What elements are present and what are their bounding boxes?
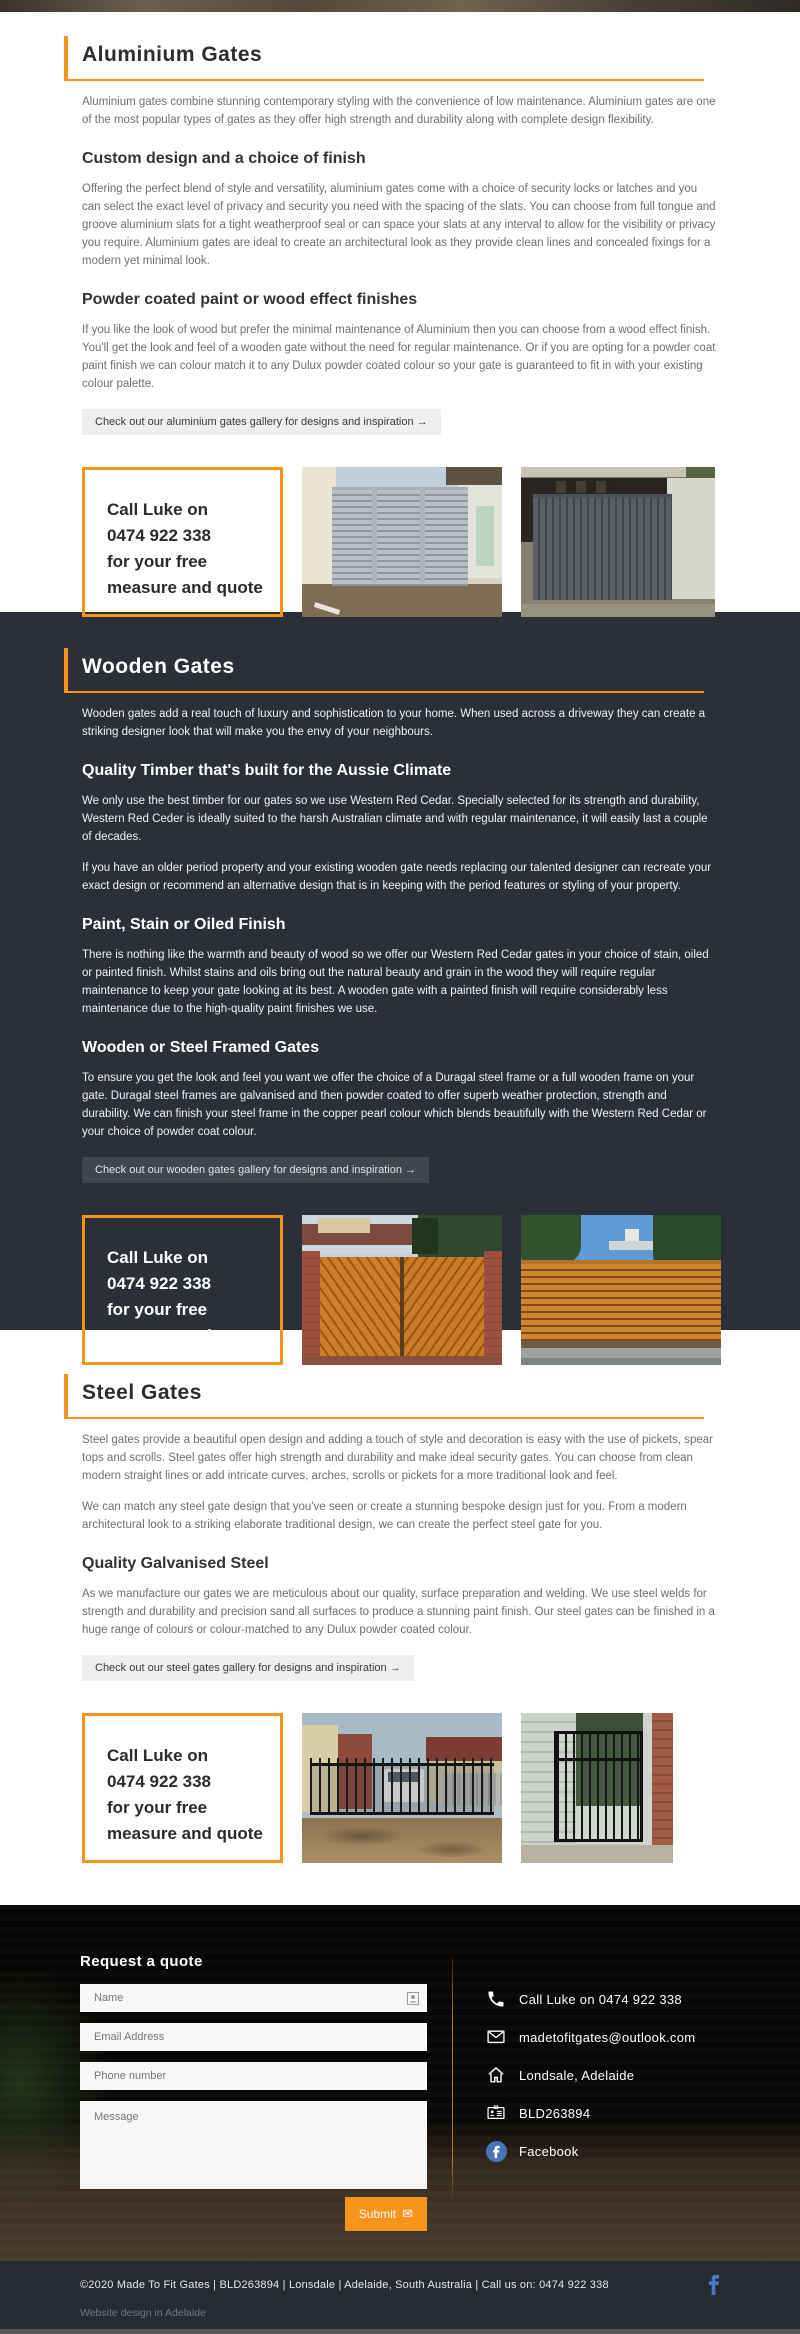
photo-fragment <box>446 467 502 485</box>
paragraph: We can match any steel gate design that you've seen or create a stunning bespoke design just for you. From a modern architectural look to a striking elaborate traditional design, we can create the perfect steel gate for you. <box>82 1501 687 1531</box>
photo-fragment <box>372 487 377 583</box>
photo-fragment <box>554 1758 642 1761</box>
photo-fragment <box>314 602 340 615</box>
phone-icon <box>486 1989 506 2009</box>
call-cta-box <box>82 1215 283 1365</box>
cta-phone-number: 0474 922 338 <box>107 526 211 545</box>
steel-gate-photo-1 <box>302 1713 502 1863</box>
subheading-galvanised-steel: Quality Galvanised Steel <box>82 1555 269 1572</box>
cta-phone-number: 0474 922 338 <box>107 1274 211 1293</box>
contact-facebook-label: Facebook <box>519 2143 579 2159</box>
steel-gallery-button[interactable]: Check out our steel gates gallery for designs and inspiration → <box>82 1655 414 1681</box>
section-body <box>82 1431 718 1863</box>
phone-input[interactable] <box>80 2062 427 2090</box>
request-quote-heading: Request a quote <box>80 1953 203 1970</box>
wooden-gate-photo-1 <box>302 1215 502 1365</box>
subheading-framed-gates: Wooden or Steel Framed Gates <box>82 1039 320 1056</box>
wooden-gate-photo-2 <box>521 1215 721 1365</box>
id-card-icon <box>486 2103 506 2123</box>
paragraph: Offering the perfect blend of style and versatility, aluminium gates come with a choice of security locks or latches and you can select the exact level of privacy and security you need with the spacing of the slats. You can choose from full tongue and groove aluminium slats for a tight weatherproof seal or can space your slats at any interval to allow for the visibility or privacy you require. Aluminium gates are ideal to create an architectural look as they provide clean lines and concealed fixings for a modern yet minimal look. <box>82 183 716 267</box>
photo-fragment <box>521 1260 721 1345</box>
submit-row <box>80 2197 427 2231</box>
message-input[interactable] <box>80 2101 427 2189</box>
email-icon <box>486 2027 506 2047</box>
cta-line: measure and quote <box>107 578 263 597</box>
photo-fragment <box>420 487 425 583</box>
paragraph: If you have an older period property and your existing wooden gate needs replacing our talented designer can recreate your exact design or recommend an alternative design that is in keeping with the period features or styling of your property. <box>82 862 712 892</box>
section-title <box>64 1374 704 1419</box>
email-field-wrap <box>80 2023 427 2051</box>
photo-fragment <box>310 1763 494 1816</box>
photo-fragment <box>476 506 494 566</box>
cta-row <box>82 467 718 617</box>
aluminium-gate-photo-1 <box>302 467 502 617</box>
section-body <box>82 705 718 1365</box>
wooden-gates-section <box>0 612 800 1345</box>
photo-fragment <box>556 481 614 493</box>
aluminium-gates-heading: Aluminium Gates <box>82 43 263 66</box>
subheading-custom-design: Custom design and a choice of finish <box>82 150 366 167</box>
facebook-icon[interactable] <box>707 2274 720 2296</box>
footer-divider <box>452 1957 453 2199</box>
subheading-quality-timber: Quality Timber that's built for the Aussie Climate <box>82 762 452 779</box>
contact-phone-label: Call Luke on 0474 922 338 <box>519 1991 682 2007</box>
contact-details <box>486 1953 695 2261</box>
cta-line: for your free <box>107 1798 208 1817</box>
paragraph: If you like the look of wood but prefer the minimal maintenance of Aluminium then you can choose from a wood effect finish. You'll get the look and feel of a wooden gate without the need for regular maintenance. Or if you are opting for a powder coat paint finish we can colour match it to any Dulux powder coated colour so your gate is guaranteed to fit in with your existing colour palette. <box>82 324 716 390</box>
section-body <box>82 93 718 617</box>
cta-line: for your free <box>107 552 208 571</box>
autofill-contact-icon[interactable] <box>407 1992 419 2005</box>
wooden-gallery-button[interactable]: Check out our wooden gates gallery for designs and inspiration → <box>82 1157 429 1183</box>
call-cta-box <box>82 1713 283 1863</box>
paragraph: Aluminium gates combine stunning contemporary styling with the convenience of low maintenance. Aluminium gates are one of the most popular types of gates as they offer high strength and durability along with complete design flexibility. <box>82 96 716 126</box>
wooden-gates-heading: Wooden Gates <box>82 655 235 678</box>
page-end-strip <box>0 2329 800 2334</box>
cta-row <box>82 1215 718 1365</box>
cta-line: measure and quote <box>107 1824 263 1843</box>
copyright-text: ©2020 Made To Fit Gates | BLD263894 | Lonsdale | Adelaide, South Australia | Call us on: 0474 922 338 <box>80 2279 609 2291</box>
bottom-bar <box>0 2261 800 2329</box>
contact-phone[interactable] <box>486 1989 695 2009</box>
cta-row <box>82 1713 718 1863</box>
steel-gate-photo-2 <box>521 1713 673 1863</box>
subheading-powder-coated: Powder coated paint or wood effect finishes <box>82 291 418 308</box>
quote-form <box>80 1953 427 2261</box>
aluminium-gate-photo-2 <box>521 467 715 617</box>
cta-line: Call Luke on <box>107 1746 209 1765</box>
steel-gates-section <box>0 1330 800 1905</box>
contact-location-label: Londsale, Adelaide <box>519 2067 635 2083</box>
photo-fragment <box>403 1257 484 1356</box>
section-title <box>64 648 704 693</box>
photo-fragment <box>521 1845 673 1863</box>
cta-line: for your free <box>107 1300 208 1319</box>
photo-fragment <box>302 1251 320 1356</box>
paragraph: Steel gates provide a beautiful open design and adding a touch of style and decoration is easy with the use of pickets, spear tops and scrolls. Steel gates offer high strength and durability and make ideal security gates. You can choose from clean modern straight lines or add intricate curves, arches, scrolls or pickets for a more traditional look and feel. <box>82 1434 713 1482</box>
paragraph: To ensure you get the look and feel you want we offer the choice of a Duragal steel frame or a full wooden frame on your gate. Duragal steel frames are galvanised and then powder coated to offer superb weather protection, strength and durability. We can finish your steel frame in the copper pearl colour which blends beautifully with the Western Red Cedar or your choice of powder coat colour. <box>82 1072 707 1138</box>
photo-fragment <box>320 1257 401 1356</box>
facebook-icon <box>486 2141 506 2161</box>
name-input[interactable] <box>80 1984 427 2012</box>
cta-line: Call Luke on <box>107 500 209 519</box>
copyright-row <box>80 2274 720 2296</box>
photo-fragment <box>521 604 715 618</box>
name-field-wrap <box>80 1984 427 2012</box>
aluminium-gallery-button[interactable]: Check out our aluminium gates gallery for designs and inspiration → <box>82 409 441 435</box>
contact-location[interactable] <box>486 2065 695 2085</box>
envelope-icon: ✉ <box>402 2206 413 2221</box>
subheading-paint-stain: Paint, Stain or Oiled Finish <box>82 916 286 933</box>
website-credit-link[interactable]: Website design in Adelaide <box>80 2307 206 2319</box>
cta-line: Call Luke on <box>107 1248 209 1267</box>
paragraph: We only use the best timber for our gates so we use Western Red Cedar. Specially selected for its strength and durability, Western Red Ceder is ideally suited to the harsh Australian climate and with regular maintenance, it will easily last a couple of decades. <box>82 795 708 843</box>
photo-fragment <box>484 1251 502 1356</box>
email-input[interactable] <box>80 2023 427 2051</box>
contact-facebook[interactable] <box>486 2141 695 2161</box>
section-title <box>64 36 704 81</box>
photo-fragment <box>412 1218 438 1254</box>
photo-fragment <box>667 478 716 600</box>
submit-button[interactable] <box>345 2197 427 2231</box>
cta-phone-number: 0474 922 338 <box>107 1772 211 1791</box>
header-photo-strip <box>0 0 800 12</box>
contact-email-label: madetofitgates@outlook.com <box>519 2029 696 2045</box>
photo-fragment <box>302 467 336 584</box>
photo-fragment <box>302 1356 502 1365</box>
photo-fragment <box>400 1257 404 1356</box>
photo-fragment <box>318 1218 370 1233</box>
call-cta-box <box>82 467 283 617</box>
home-icon <box>486 2065 506 2085</box>
photo-fragment <box>533 494 673 600</box>
contact-licence[interactable] <box>486 2103 695 2123</box>
steel-gates-heading: Steel Gates <box>82 1381 202 1404</box>
aluminium-gates-section <box>0 12 800 612</box>
photo-fragment <box>521 1215 581 1266</box>
footer <box>0 1905 800 2261</box>
photo-fragment <box>521 1341 721 1365</box>
photo-fragment <box>302 1818 502 1863</box>
photo-fragment <box>332 487 468 586</box>
paragraph: There is nothing like the warmth and beauty of wood so we offer our Western Red Cedar gates in your choice of stain, oiled or painted finish. Whilst stains and oils bring out the natural beauty and grain in the wood they will require regular maintenance to keep your gate looking at its best. A wooden gate with a painted finish will require considerably less maintenance due to the high-quality paint finishes we use. <box>82 949 709 1015</box>
photo-fragment <box>554 1731 642 1842</box>
phone-field-wrap <box>80 2062 427 2090</box>
contact-licence-label: BLD263894 <box>519 2105 591 2121</box>
paragraph: Wooden gates add a real touch of luxury and sophistication to your home. When used across a driveway they can create a striking designer look that will make you the envy of your neighbours. <box>82 708 706 738</box>
photo-fragment <box>652 1713 673 1863</box>
paragraph: As we manufacture our gates we are meticulous about our quality, surface preparation and welding. We use steel welds for strength and durability and precision sand all surfaces to produce a stunning paint finish. Our steel gates can be finished in a huge range of colours or colour-matched to any Dulux powder coated colour. <box>82 1588 715 1636</box>
contact-email[interactable] <box>486 2027 695 2047</box>
submit-label: Submit <box>358 2207 397 2221</box>
photo-fragment <box>609 1241 653 1250</box>
cta-line: measure and quote <box>107 1326 263 1345</box>
